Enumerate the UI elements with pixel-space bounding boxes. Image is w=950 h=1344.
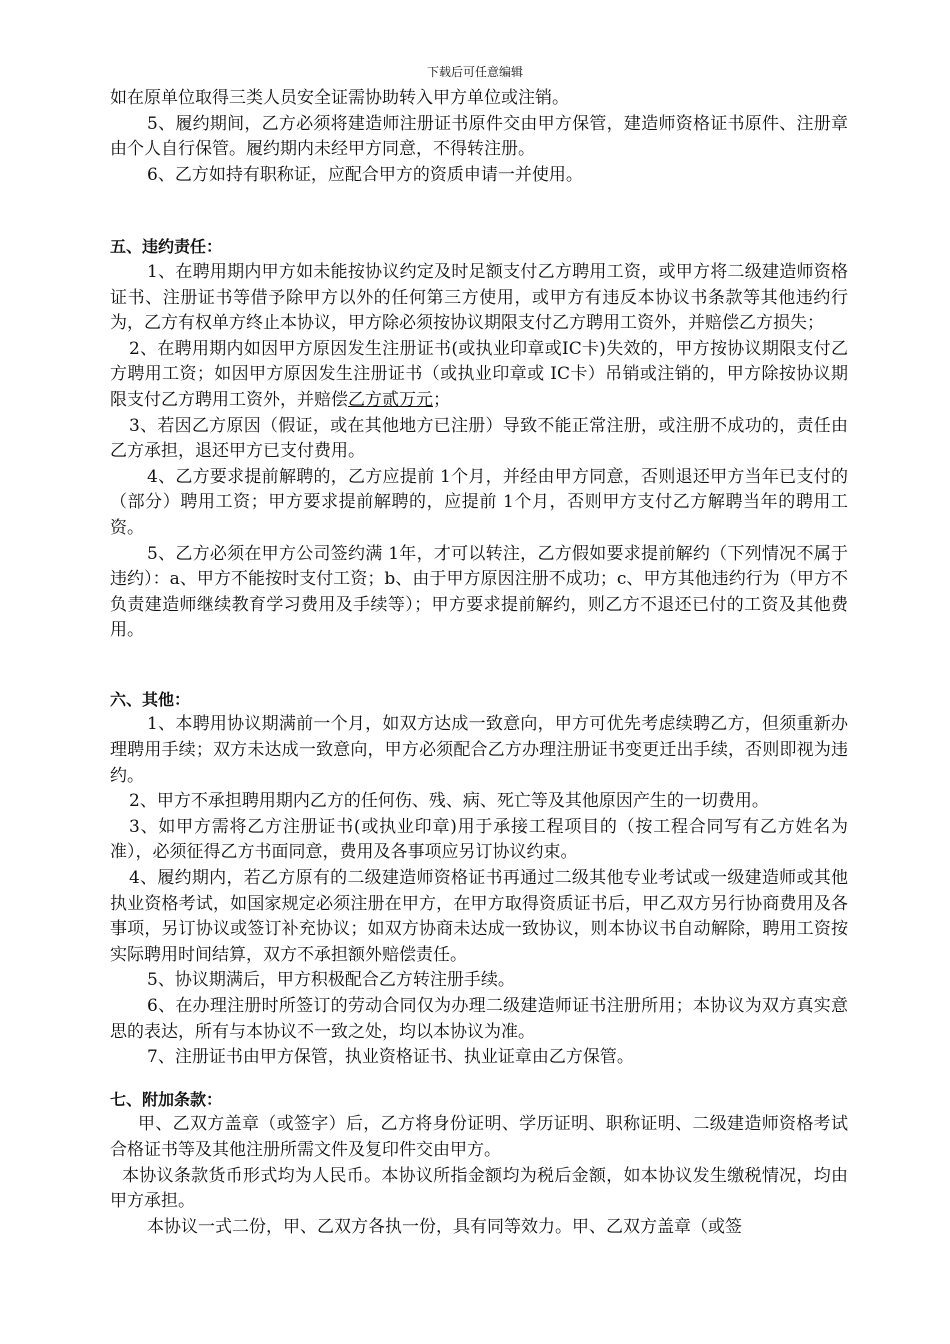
section-6-item-2: 2、甲方不承担聘用期内乙方的任何伤、残、病、死亡等及其他原因产生的一切费用。 (129, 791, 769, 812)
spacer (110, 1071, 848, 1087)
section-7-title: 七、附加条款： (110, 1089, 223, 1109)
section-6-item-4: 4、履约期内，若乙方原有的二级建造师资格证书再通过二级其他专业考试或一级建造师或其他执业资格考试，如国家规定必须注册在甲方，在甲方取得资质证书后，甲乙双方另行协商费用及各事项，另订协议或签订补充协议；如双方协商未达成一致协议，则本协议书自动解除，聘用工资按实际聘用时间结算，双方不承担额外赔偿责任。 (110, 868, 848, 965)
section-6-item-5: 5、协议期满后，甲方积极配合乙方转注册手续。 (147, 970, 515, 991)
section-7-item-3: 本协议一式二份，甲、乙双方各执一份，具有同等效力。甲、乙双方盖章（或签 (147, 1216, 742, 1237)
section-7-item-1: 甲、乙双方盖章（或签字）后，乙方将身份证明、学历证明、职称证明、二级建造师资格考试合格证书等及其他注册所需文件及复印件交由甲方。 (110, 1114, 848, 1160)
intro-paragraph-2: 5、履约期间，乙方必须将建造师注册证书原件交由甲方保管，建造师资格证书原件、注册章由个人自行保管。履约期内未经甲方同意，不得转注册。 (110, 113, 848, 160)
section-6-item-7: 7、注册证书由甲方保管，执业资格证书、执业证章由乙方保管。 (147, 1047, 634, 1068)
section-5-item-4: 4、乙方要求提前解聘的，乙方应提前 1个月，并经由甲方同意，否则退还甲方当年已支付的（部分）聘用工资；甲方要求提前解聘的，应提前 1个月，否则甲方支付乙方解聘当年的聘用工资。 (110, 466, 848, 538)
section-5-item-3: 3、若因乙方原因（假证，或在其他地方已注册）导致不能正常注册，或注册不成功的，责任由乙方承担，退还甲方已支付费用。 (110, 415, 848, 462)
spacer (110, 188, 848, 234)
section-5-title: 五、违约责任： (110, 237, 223, 257)
compensation-amount: 乙方贰万元 (348, 389, 433, 410)
section-6-item-6: 6、在办理注册时所签订的劳动合同仅为办理二级建造师证书注册所用；本协议为双方真实意思的表达，所有与本协议不一致之处，均以本协议为准。 (110, 996, 848, 1042)
spacer (110, 644, 848, 687)
page-header: 下载后可任意编辑 (426, 65, 523, 79)
section-5-item-2-text: 2、在聘用期内如因甲方原因发生注册证书(或执业印章或IC卡)失效的，甲方按协议期限支付乙方聘用工资；如因甲方原因发生注册证书（或执业印章或 IC卡）吊销或注销的，甲方除按协议期限支付乙方聘用工资外，并赔偿 (110, 338, 848, 410)
intro-paragraph-3: 6、乙方如持有职称证，应配合甲方的资质申请一并使用。 (147, 164, 583, 185)
section-5-item-2-tail: ； (433, 389, 450, 410)
section-6-item-1: 1、本聘用协议期满前一个月，如双方达成一致意向，甲方可优先考虑续聘乙方，但须重新办理聘用手续；双方未达成一致意向，甲方必须配合乙方办理注册证书变更迁出手续，否则即视为违约。 (110, 714, 848, 786)
section-5-item-5: 5、乙方必须在甲方公司签约满 1年，才可以转注，乙方假如要求提前解约（下列情况不属于违约）：a、甲方不能按时支付工资；b、由于甲方原因注册不成功；c、甲方其他违约行为（甲方不负责建造师继续教育学习费用及手续等）；甲方要求提前解约，则乙方不退还已付的工资及其他费用。 (110, 543, 848, 641)
section-6-item-3: 3、如甲方需将乙方注册证书(或执业印章)用于承接工程项目的（按工程合同写有乙方姓名为准），必须征得乙方书面同意，费用及各事项应另订协议约束。 (110, 816, 848, 863)
intro-paragraph-1: 如在原单位取得三类人员安全证需协助转入甲方单位或注销。 (110, 88, 569, 108)
section-5-item-1: 1、在聘用期内甲方如未能按协议约定及时足额支付乙方聘用工资，或甲方将二级建造师资格证书、注册证书等借予除甲方以外的任何第三方使用，或甲方有违反本协议书条款等其他违约行为，乙方有权单方终止本协议，甲方除必须按协议期限支付乙方聘用工资外，并赔偿乙方损失； (110, 261, 848, 334)
section-6-title: 六、其他： (110, 689, 191, 709)
section-7-item-2: 本协议条款货币形式均为人民币。本协议所指金额均为税后金额，如本协议发生缴税情况，均由甲方承担。 (110, 1165, 848, 1212)
section-5-item-2 (110, 337, 848, 414)
document-body (110, 86, 848, 1240)
